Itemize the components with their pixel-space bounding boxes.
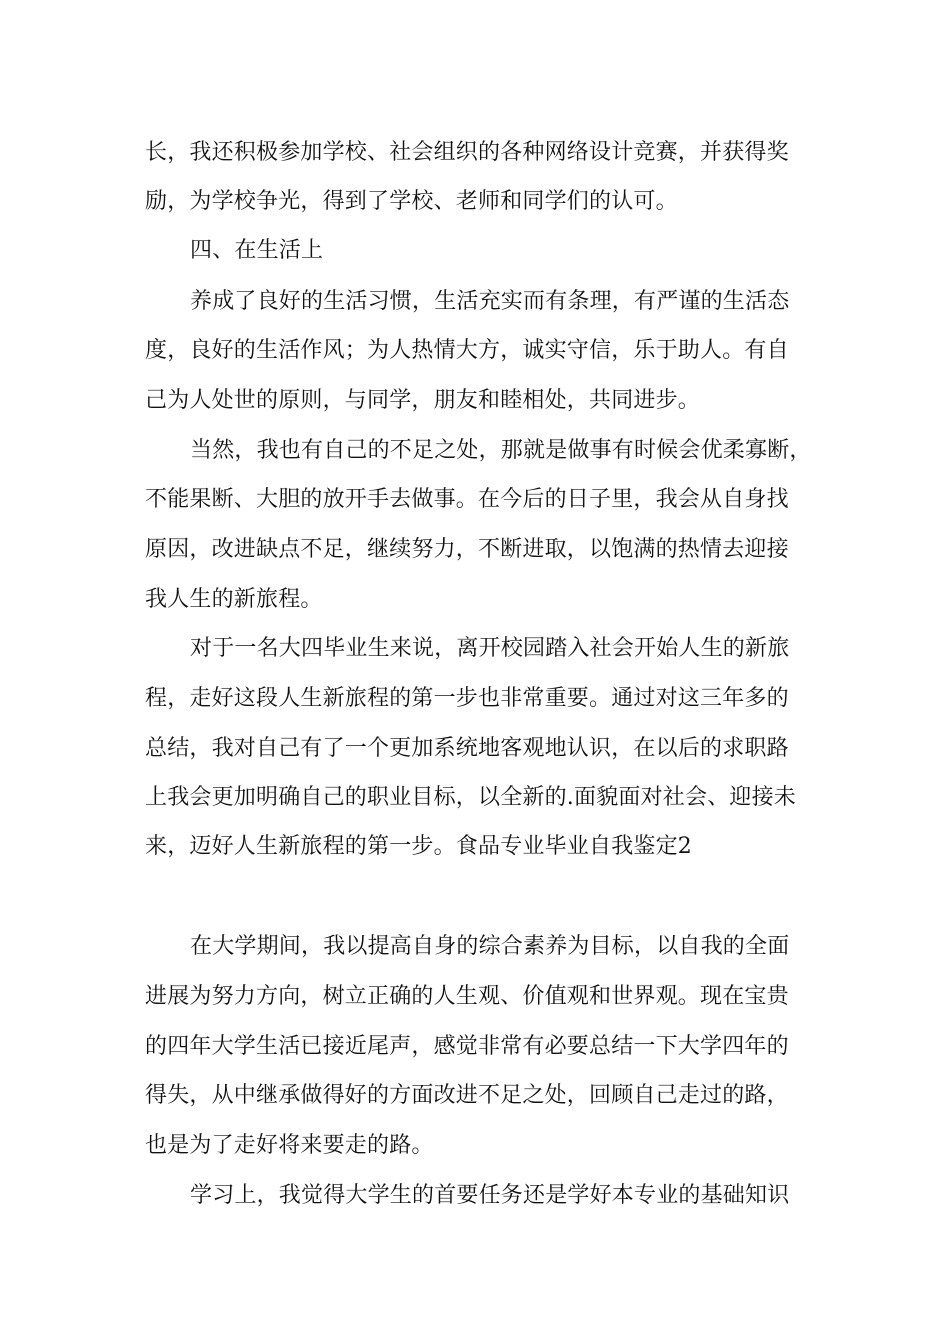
text-line: 来，迈好人生新旅程的第一步。食品专业毕业自我鉴定2 [145, 834, 692, 859]
text-line: 养成了良好的生活习惯，生活充实而有条理，有严谨的生活态 [190, 289, 790, 314]
text-line: 原因，改进缺点不足，继续努力，不断进取，以饱满的热情去迎接 [145, 537, 789, 562]
text-line: 得失，从中继承做得好的方面改进不足之处，回顾自己走过的路， [145, 1083, 789, 1108]
section-heading: 四、在生活上 [190, 238, 324, 263]
text-line: 上我会更加明确自己的职业目标，以全新的.面貌面对社会、迎接未 [145, 785, 796, 810]
text-line: 在大学期间，我以提高自身的综合素养为目标，以自我的全面 [190, 934, 790, 959]
text-line: 学习上，我觉得大学生的首要任务还是学好本专业的基础知识 [190, 1183, 790, 1208]
text-line: 不能果断、大胆的放开手去做事。在今后的日子里，我会从自身找 [145, 487, 789, 512]
text-line: 对于一名大四毕业生来说，离开校园踏入社会开始人生的新旅 [190, 636, 790, 661]
text-line: 励，为学校争光，得到了学校、老师和同学们的认可。 [145, 189, 678, 214]
text-line: 度，良好的生活作风；为人热情大方，诚实守信，乐于助人。有自 [145, 338, 789, 363]
text-line: 程，走好这段人生新旅程的第一步也非常重要。通过对这三年多的 [145, 686, 789, 711]
text-line: 己为人处世的原则，与同学，朋友和睦相处，共同进步。 [145, 388, 701, 413]
text-line: 我人生的新旅程。 [145, 587, 323, 612]
text-line: 进展为努力方向，树立正确的人生观、价值观和世界观。现在宝贵 [145, 984, 789, 1009]
text-line: 长，我还积极参加学校、社会组织的各种网络设计竞赛，并获得奖 [145, 140, 789, 165]
text-line: 也是为了走好将来要走的路。 [145, 1133, 434, 1158]
text-line: 总结，我对自己有了一个更加系统地客观地认识，在以后的求职路 [145, 736, 789, 761]
text-line: 当然，我也有自己的不足之处，那就是做事有时候会优柔寡断， [190, 438, 812, 463]
text-line: 的四年大学生活已接近尾声，感觉非常有必要总结一下大学四年的 [145, 1034, 789, 1059]
